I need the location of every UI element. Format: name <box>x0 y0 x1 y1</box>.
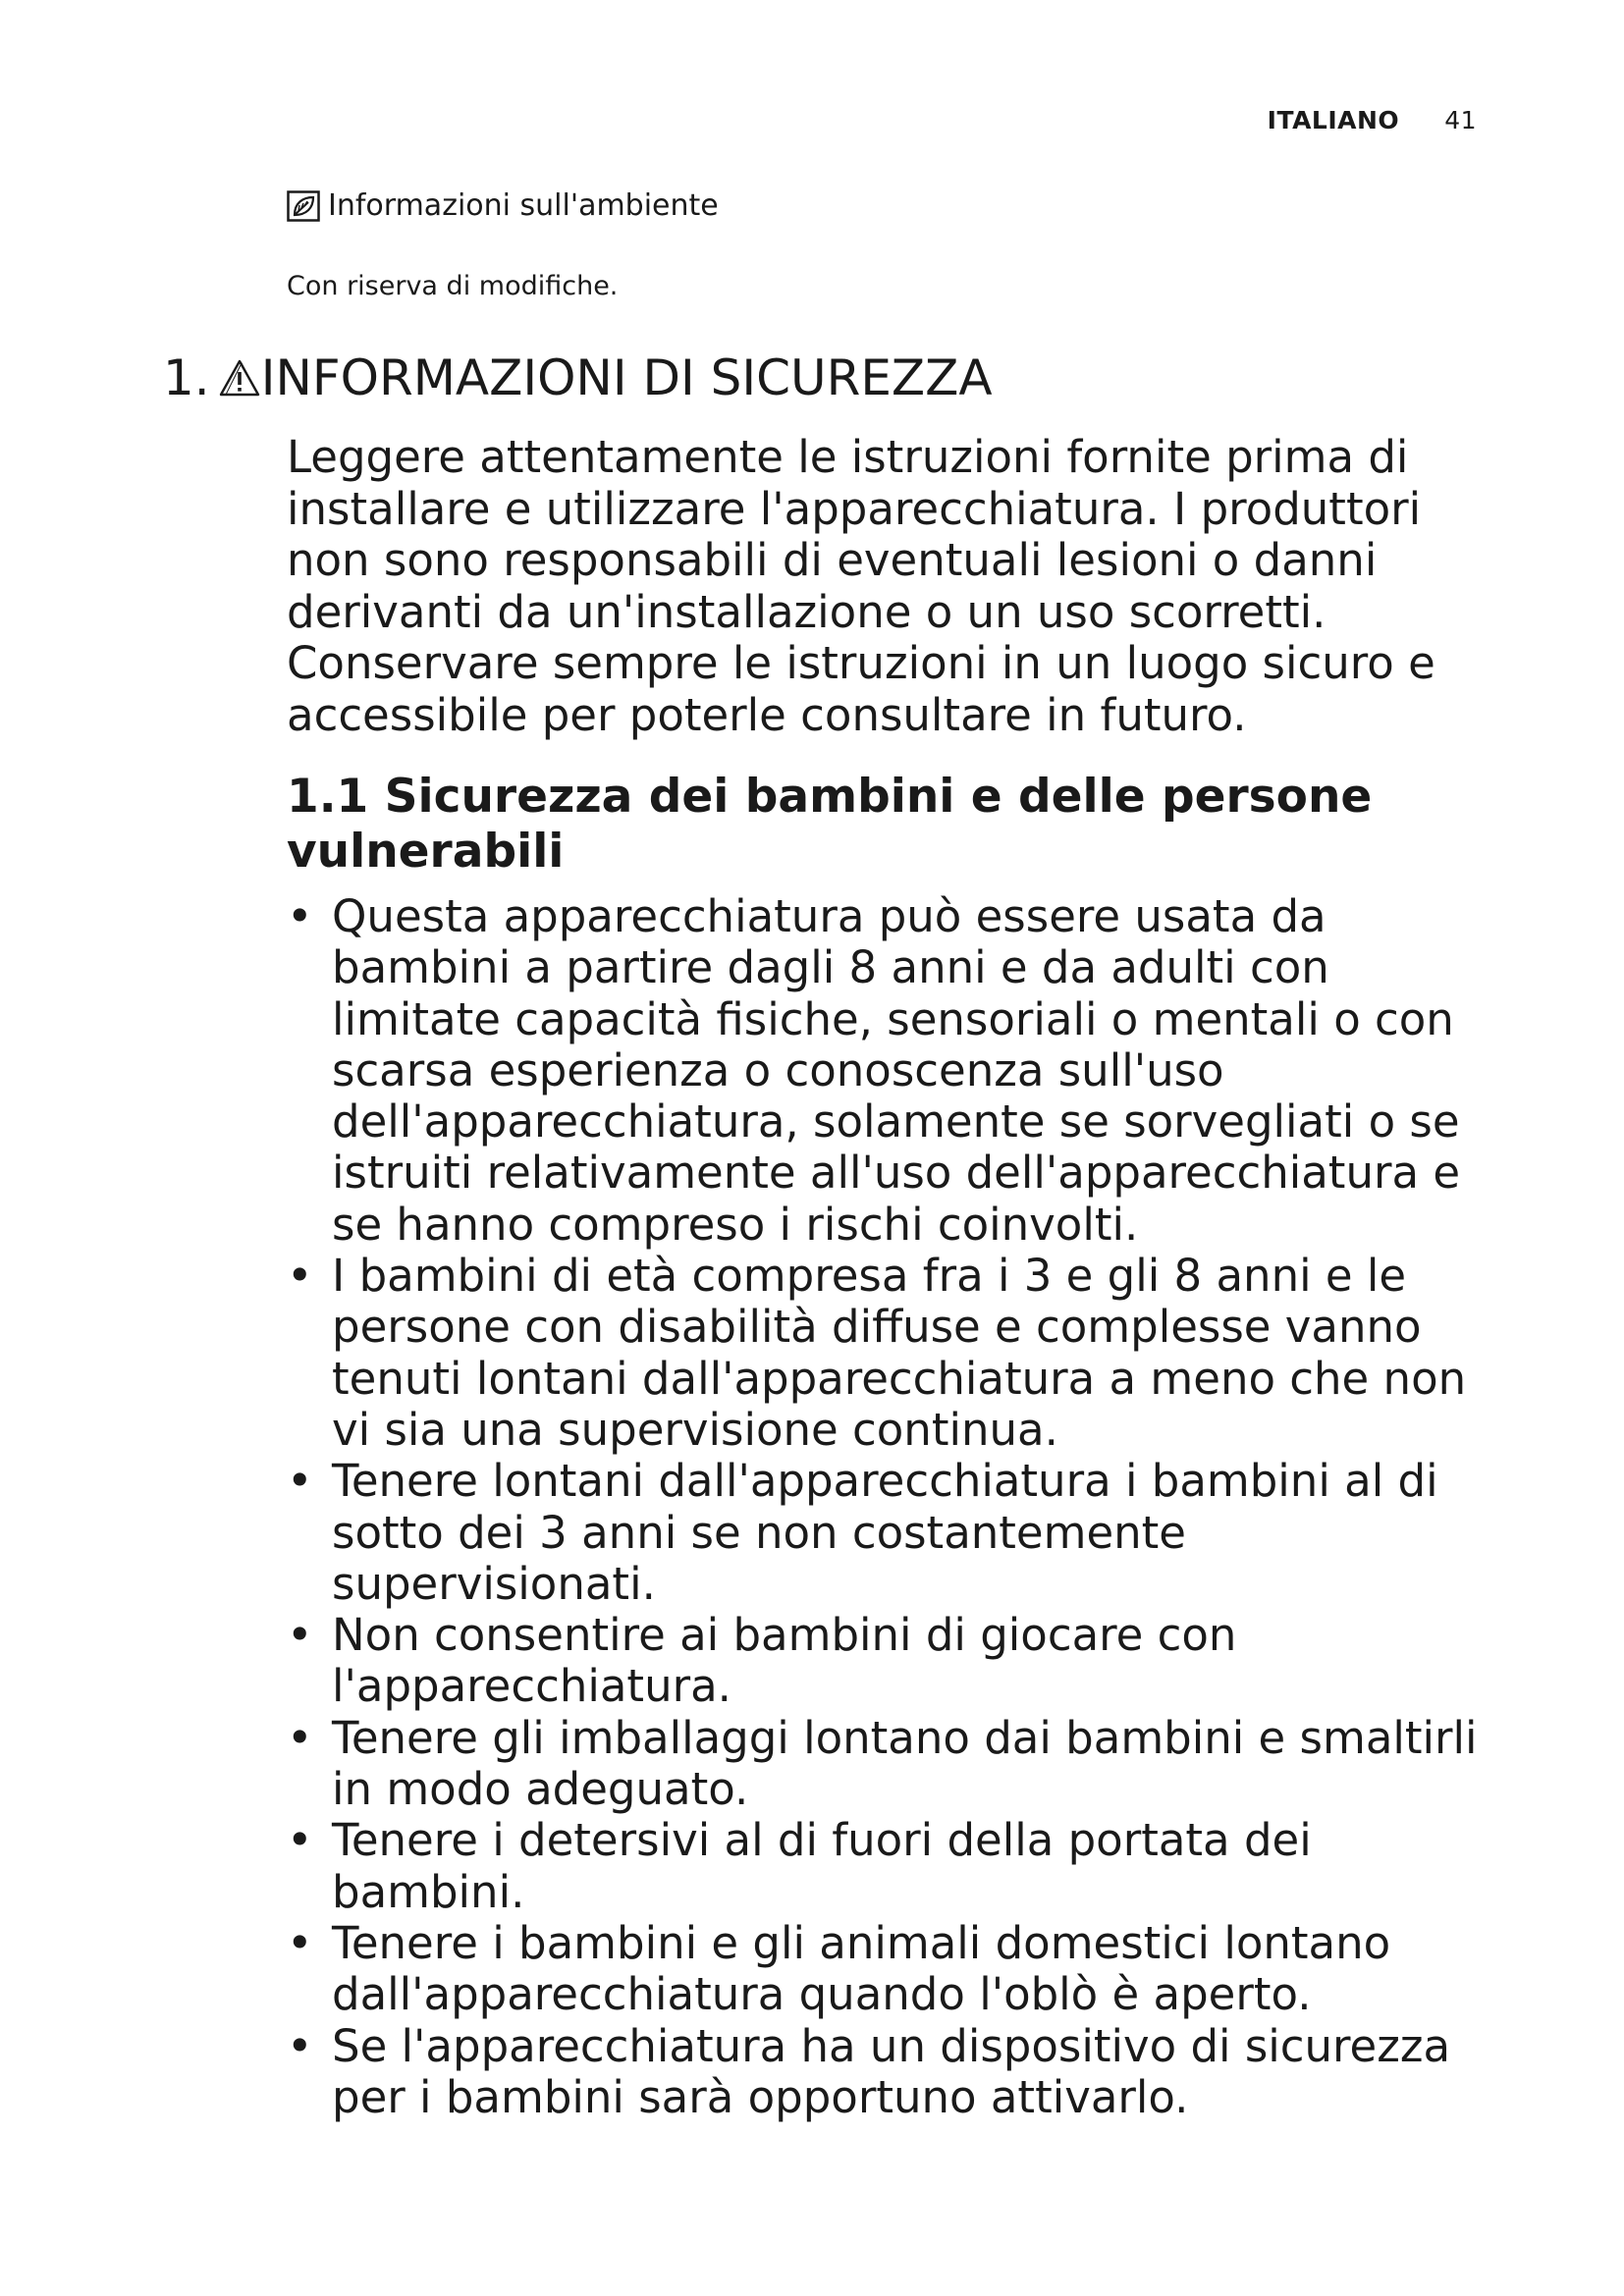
page-header <box>1268 106 1477 134</box>
section-title <box>163 349 993 406</box>
safety-bullet-list <box>287 891 1494 2123</box>
page-number: 41 <box>1444 106 1477 134</box>
environment-note-text: Informazioni sull'ambiente <box>328 188 719 223</box>
list-item: • Tenere i bambini e gli animali domestici lontano dall'apparecchiatura quando l'oblò è aperto. <box>287 1918 1494 2021</box>
list-item: • Questa apparecchiatura può essere usata da bambini a partire dagli 8 anni e da adulti con limitate capacità fisiche, sensoriali o mentali o con scarsa esperienza o conoscenza sull'uso dell'apparecchiatura, solamente se sorvegliati o se istruiti relativamente all'uso dell'apparecchiatura e se hanno compreso i rischi coinvolti. <box>287 891 1494 1251</box>
list-item: • I bambini di età compresa fra i 3 e gli 8 anni e le persone con disabilità diffuse e complesse vanno tenuti lontani dall'apparecchiatura a meno che non vi sia una supervisione continua. <box>287 1251 1494 1456</box>
environment-note <box>287 188 719 223</box>
leaf-icon <box>287 190 320 222</box>
list-item: • Tenere gli imballaggi lontano dai bambini e smaltirli in modo adeguato. <box>287 1713 1494 1816</box>
section-number: 1. <box>163 349 210 406</box>
list-item: • Tenere i detersivi al di fuori della portata dei bambini. <box>287 1815 1494 1918</box>
header-language: ITALIANO <box>1267 106 1400 134</box>
reserve-note: Con riserva di modifiche. <box>287 271 619 301</box>
section-intro: Leggere attentamente le istruzioni fornite prima di installare e utilizzare l'apparecchiatura. I produttori non sono responsabili di eventuali lesioni o danni derivanti da un'installazione o un uso scorretti. Conservare sempre le istruzioni in un luogo sicuro e accessibile per poterle consultare in futuro. <box>287 431 1435 741</box>
list-item: • Non consentire ai bambini di giocare con l'apparecchiatura. <box>287 1610 1494 1713</box>
warning-triangle-icon <box>218 358 261 398</box>
list-item: • Tenere lontani dall'apparecchiatura i bambini al di sotto dei 3 anni se non costantemente supervisionati. <box>287 1456 1494 1610</box>
section-title-text: INFORMAZIONI DI SICUREZZA <box>260 349 993 406</box>
subsection-title: 1.1 Sicurezza dei bambini e delle persone vulnerabili <box>287 770 1373 879</box>
list-item: • Se l'apparecchiatura ha un dispositivo di sicurezza per i bambini sarà opportuno attivarlo. <box>287 2021 1494 2124</box>
